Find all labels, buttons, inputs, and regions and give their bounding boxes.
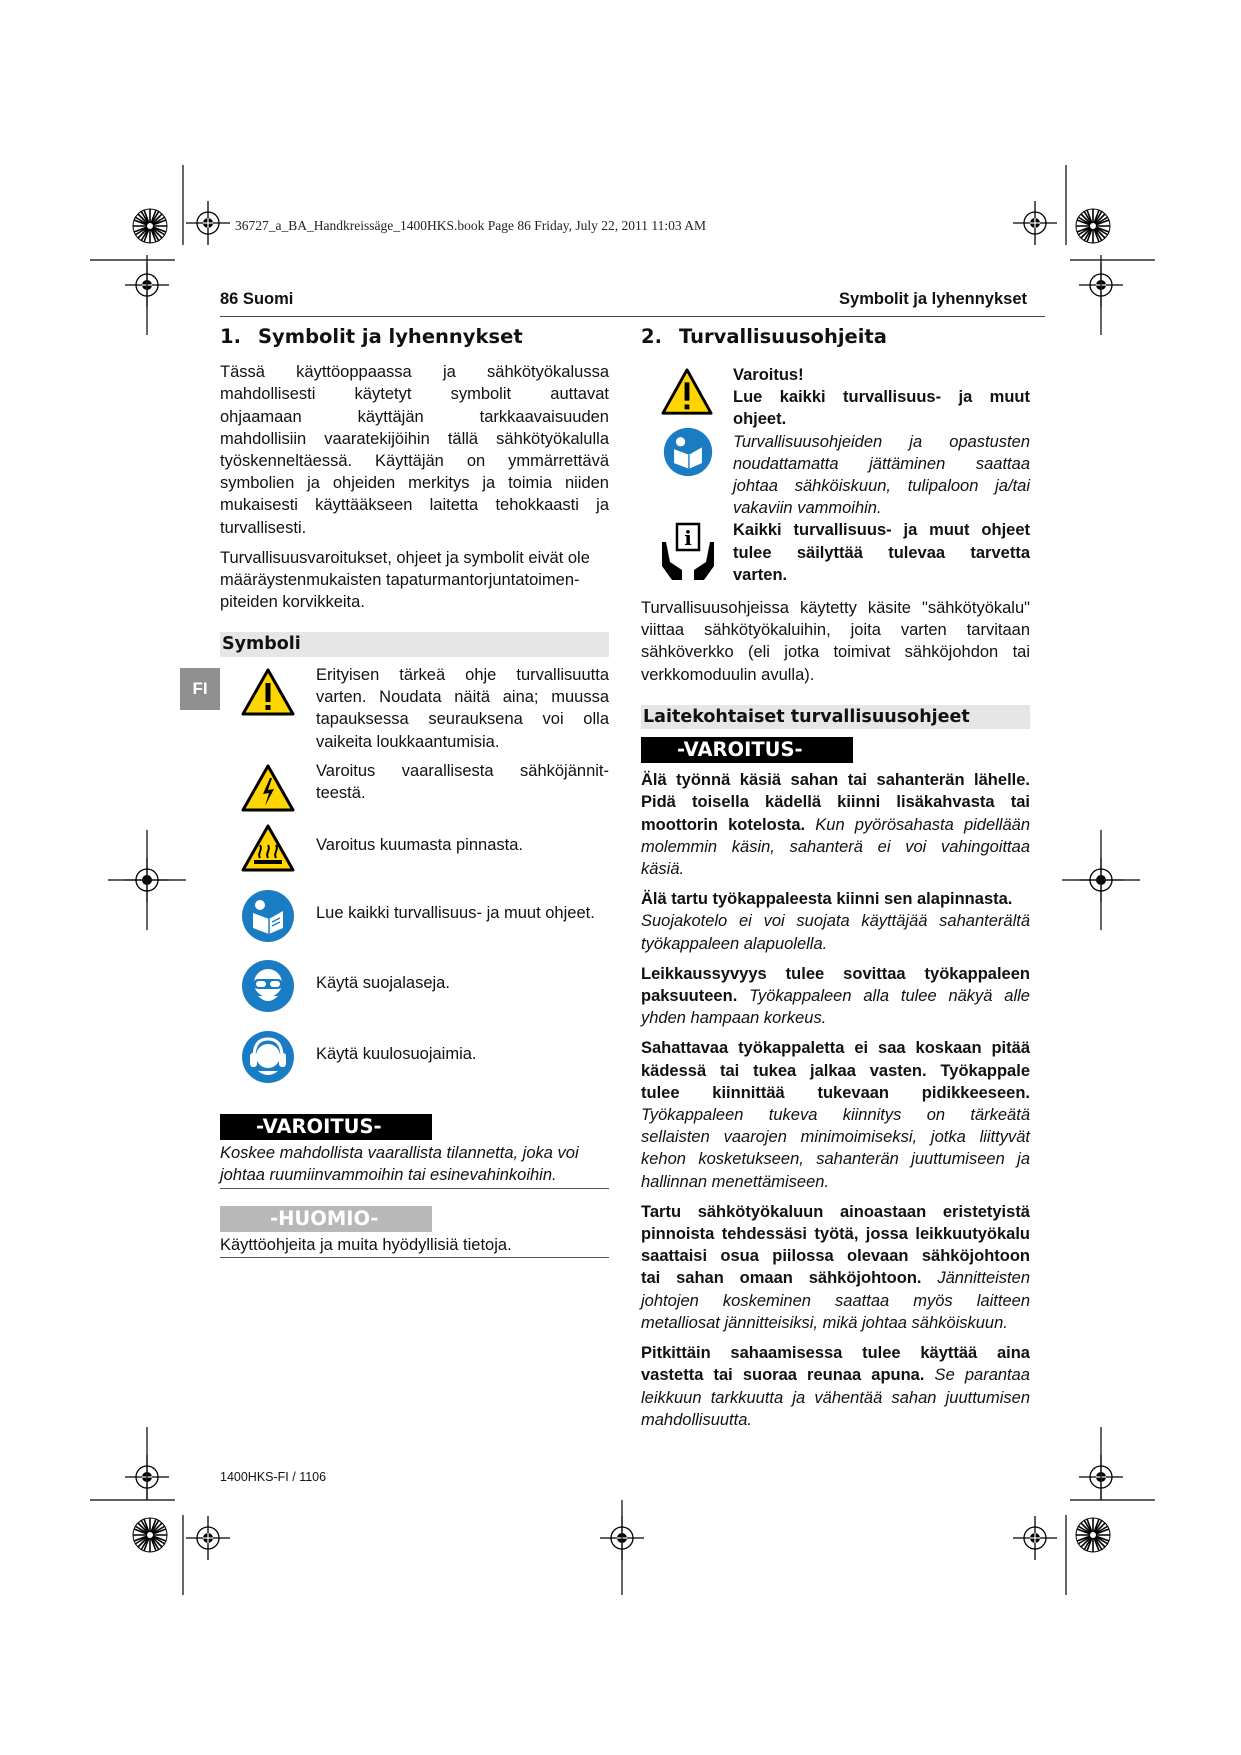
safety-paragraph: Tartu sähkötyökaluun ainoastaan eristetyistä pinnoista tehdessäsi työtä, jossa leikkuutyökalu saattaisi osua piilossa olevaan sähköjohtoon tai sahan omaan sähköjohtoon. Jännitteisten johtojen koskeminen saattaa myös laitteen metalliosat jännitteisiksi, mikä johtaa sähköiskuun.: [641, 1202, 1030, 1332]
warning-label: -VAROITUS-: [641, 737, 853, 763]
section-1-title: 1. Symbolit ja lyhennykset: [220, 325, 523, 348]
svg-text:i: i: [684, 526, 692, 550]
note-label: -HUOMIO-: [220, 1206, 432, 1232]
left-column: [220, 326, 609, 657]
read-manual-icon: [662, 426, 714, 478]
read-manual-icon: [240, 888, 296, 944]
symbols-heading: Symboli: [220, 632, 609, 656]
safety-paragraph: Sahattavaa työkappaletta ei saa koskaan pitää kädessä tai tukea jalkaa vasten. Työkappale tulee kiinnittää tukevaan pidikkeeseen. Työkappaleen tukeva kiinnitys on tärkeätä sellaisten vaarojen minimoimiseksi, jotka liittyvät kehon kosketukseen, sahanterän juuttumiseen ja hallinnan menettämiseen.: [641, 1039, 1030, 1191]
high-voltage-icon: [240, 760, 296, 816]
warning-triangle-icon: [660, 366, 714, 418]
safety-paragraph: Älä työnnä käsiä sahan tai sahanterän lähelle. Pidä toisella kädellä kiinni lisäkahvasta tai moottorin kotelosta. Kun pyörösahasta pidellään molemmin käsin, sahanterä ei voi vahingoittaa käsiä.: [641, 771, 1031, 879]
right-body: [641, 597, 1030, 1431]
header-rule: [220, 316, 1045, 317]
device-specific-heading: Laitekohtaiset turvallisuusohjeet: [641, 705, 1030, 729]
header-page-label: 86 Suomi: [220, 290, 294, 308]
footer-code: 1400HKS-FI / 1106: [220, 1470, 327, 1484]
disclaimer-paragraph: Turvallisuusvaroitukset, ohjeet ja symbolit eivät ole määräystenmukaisten tapaturmantorjuntatoimen- piteiden korvikkeita.: [220, 548, 590, 612]
language-tab: FI: [180, 668, 220, 710]
term-paragraph: Turvallisuusohjeissa käytetty käsite "sähkötyökalu" viittaa sähkötyökaluihin, joita varten tarvitaan sähköverkko (eli jotka toimivat sähköjohdon tai verkkomoduulin avulla).: [641, 599, 1030, 684]
signal-words-block: [220, 1114, 609, 1258]
safety-paragraph: Älä tartu työkappaleesta kiinni sen alapinnasta. Suojakotelo ei voi suojata käyttäjää sahanterältä työkappaleen alapuolella.: [641, 890, 1030, 953]
section-2-title: 2. Turvallisuusohjeita: [641, 325, 887, 348]
intro-paragraph: Tässä käyttöoppaassa ja sähkötyökalussa mahdollisesti käytetyt symbolit auttavat ohjaamaan käyttäjän tarkkaavaisuuden mahdollisiin vaaratekijöihin tällä sähkötyökalulla työskenneltäessä. Käyttäjän on ymmärrettävä symbolien ja ohjeiden merkitys ja toimia niiden mukaisesti käyttääkseen laitetta tehokkaasti ja turvallisesti.: [220, 363, 609, 537]
right-column: [641, 326, 1030, 348]
warning-triangle-icon: [240, 664, 296, 720]
hot-surface-icon: [240, 820, 296, 876]
warning-label: -VAROITUS-: [220, 1114, 432, 1140]
warning-description: Koskee mahdollista vaarallista tilannetta, joka voi johtaa ruumiinvammoihin tai esinevahinkoihin.: [220, 1144, 579, 1185]
keep-instructions-icon: [660, 522, 716, 582]
ear-protection-icon: [240, 1029, 296, 1085]
book-info-line: 36727_a_BA_Handkreissäge_1400HKS.book Page 86 Friday, July 22, 2011 11:03 AM: [235, 218, 706, 233]
note-rule: [220, 1257, 609, 1258]
safety-paragraph: Leikkaussyvyys tulee sovittaa työkappaleen paksuuteen. Työkappaleen alla tulee näkyä alle yhden hampaan korkeus.: [641, 964, 1030, 1028]
note-description: Käyttöohjeita ja muita hyödyllisiä tietoja.: [220, 1235, 512, 1254]
safety-paragraph: Pitkittäin sahaamisessa tulee käyttää aina vastetta tai suoraa reunaa apuna. Se parantaa leikkuun tarkkuutta ja vähentää sahan juuttumisen mahdollisuutta.: [641, 1344, 1030, 1429]
general-warning-block: Varoitus! Lue kaikki turvallisuus- ja muut ohjeet. Turvallisuusohjeiden ja opastusten noudattamatta jättäminen saattaa johtaa sähköiskuun, tulipaloon ja/tai vakaviin vammoihin. Kaikki turvallisuus- ja muut ohjeet tulee säilyttää tulevaa tarvetta varten.: [733, 366, 1030, 584]
header-section-label: Symbolit ja lyhennykset: [839, 290, 1027, 308]
safety-goggles-icon: [240, 958, 296, 1014]
warning-rule: [220, 1188, 609, 1189]
